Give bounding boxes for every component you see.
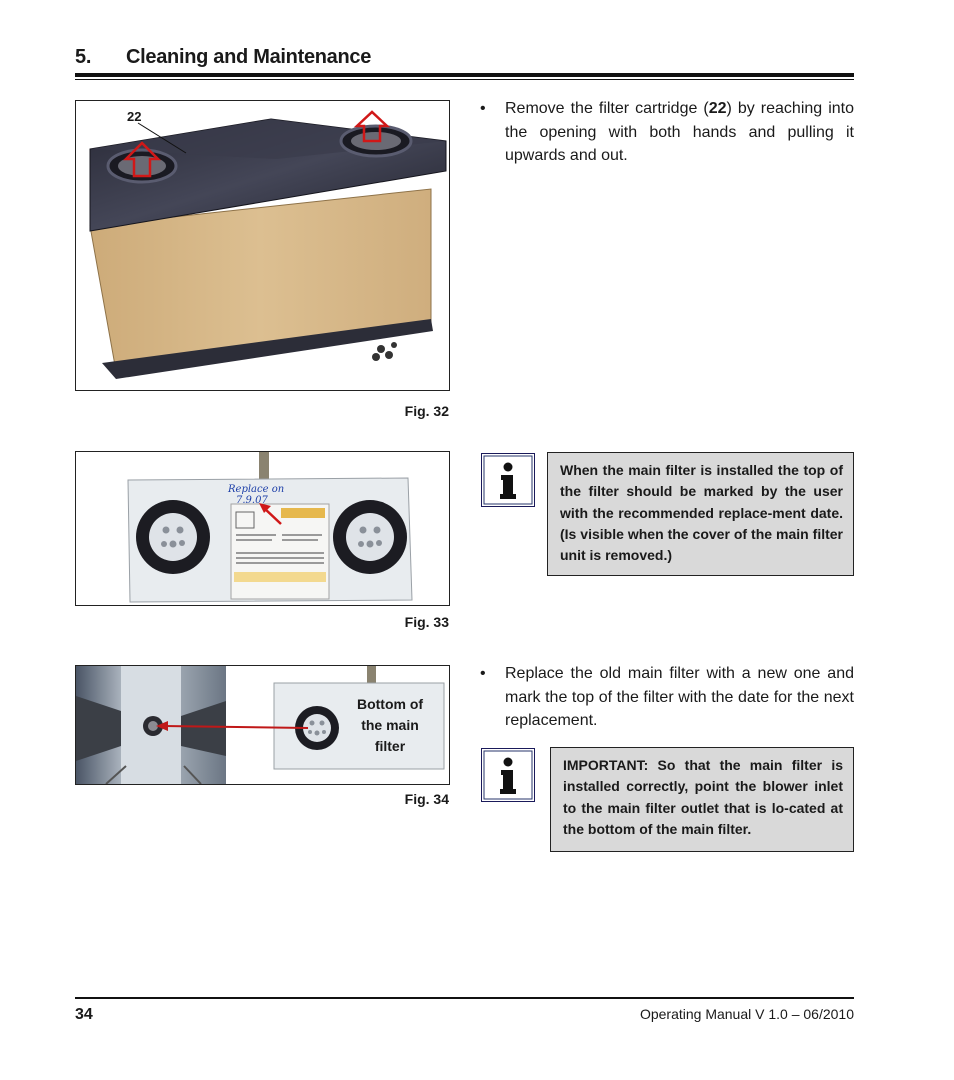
- figure-33-caption: Fig. 33: [404, 614, 449, 630]
- instruction-replace-filter: [480, 662, 854, 733]
- instruction-remove-filter: [480, 97, 854, 168]
- figure-34-label-line1: Bottom of: [356, 696, 424, 712]
- instruction-text-part2: ) by reaching into the opening with both hands and pulling it upwards and out.: [505, 100, 855, 164]
- filter-top-marking-illustration: [76, 452, 449, 605]
- instruction-text: Replace the old main filter with a new one and mark the top of the filter with the date for the next replacement.: [505, 665, 854, 729]
- header-rule: [75, 73, 854, 77]
- callout-label-22: 22: [127, 109, 142, 124]
- figure-33-image: [75, 451, 450, 606]
- info-icon: [481, 748, 535, 802]
- instruction-text-part1: Remove the filter cartridge (: [505, 100, 709, 117]
- section-number: 5.: [75, 46, 92, 68]
- info-note-important: IMPORTANT: So that the main filter is installed correctly, point the blower inlet to the main filter outlet that is lo-cated at the bottom of the main filter.: [550, 747, 854, 852]
- figure-32-caption: Fig. 32: [404, 403, 449, 419]
- handwritten-note-line1: Replace on: [228, 484, 285, 495]
- bullet-symbol: •: [480, 665, 486, 682]
- figure-32-image: [75, 100, 450, 391]
- manual-version: Operating Manual V 1.0 – 06/2010: [639, 1006, 854, 1022]
- bullet-symbol: •: [480, 100, 486, 117]
- instruction-bold-ref: 22: [708, 100, 727, 117]
- info-icon: [481, 453, 535, 507]
- figure-34-label-line3: filter: [374, 738, 406, 754]
- figure-34-caption: Fig. 34: [404, 791, 449, 807]
- header-rule-thin: [75, 79, 854, 80]
- section-title: Cleaning and Maintenance: [126, 46, 372, 68]
- figure-34-label: [354, 694, 426, 757]
- footer-rule: [75, 997, 854, 999]
- handwritten-note-line2: 7.9.07: [236, 495, 268, 506]
- page-number: 34: [75, 1006, 93, 1023]
- filter-cartridge-illustration: [76, 101, 449, 390]
- figure-34-label-line2: the main: [361, 717, 419, 733]
- figure-34-image: [75, 665, 450, 785]
- info-note-replacement-date: When the main filter is installed the top of the filter should be marked by the user with the recommended replace-ment date. (Is visible when the cover of the main filter unit is removed.): [547, 452, 854, 576]
